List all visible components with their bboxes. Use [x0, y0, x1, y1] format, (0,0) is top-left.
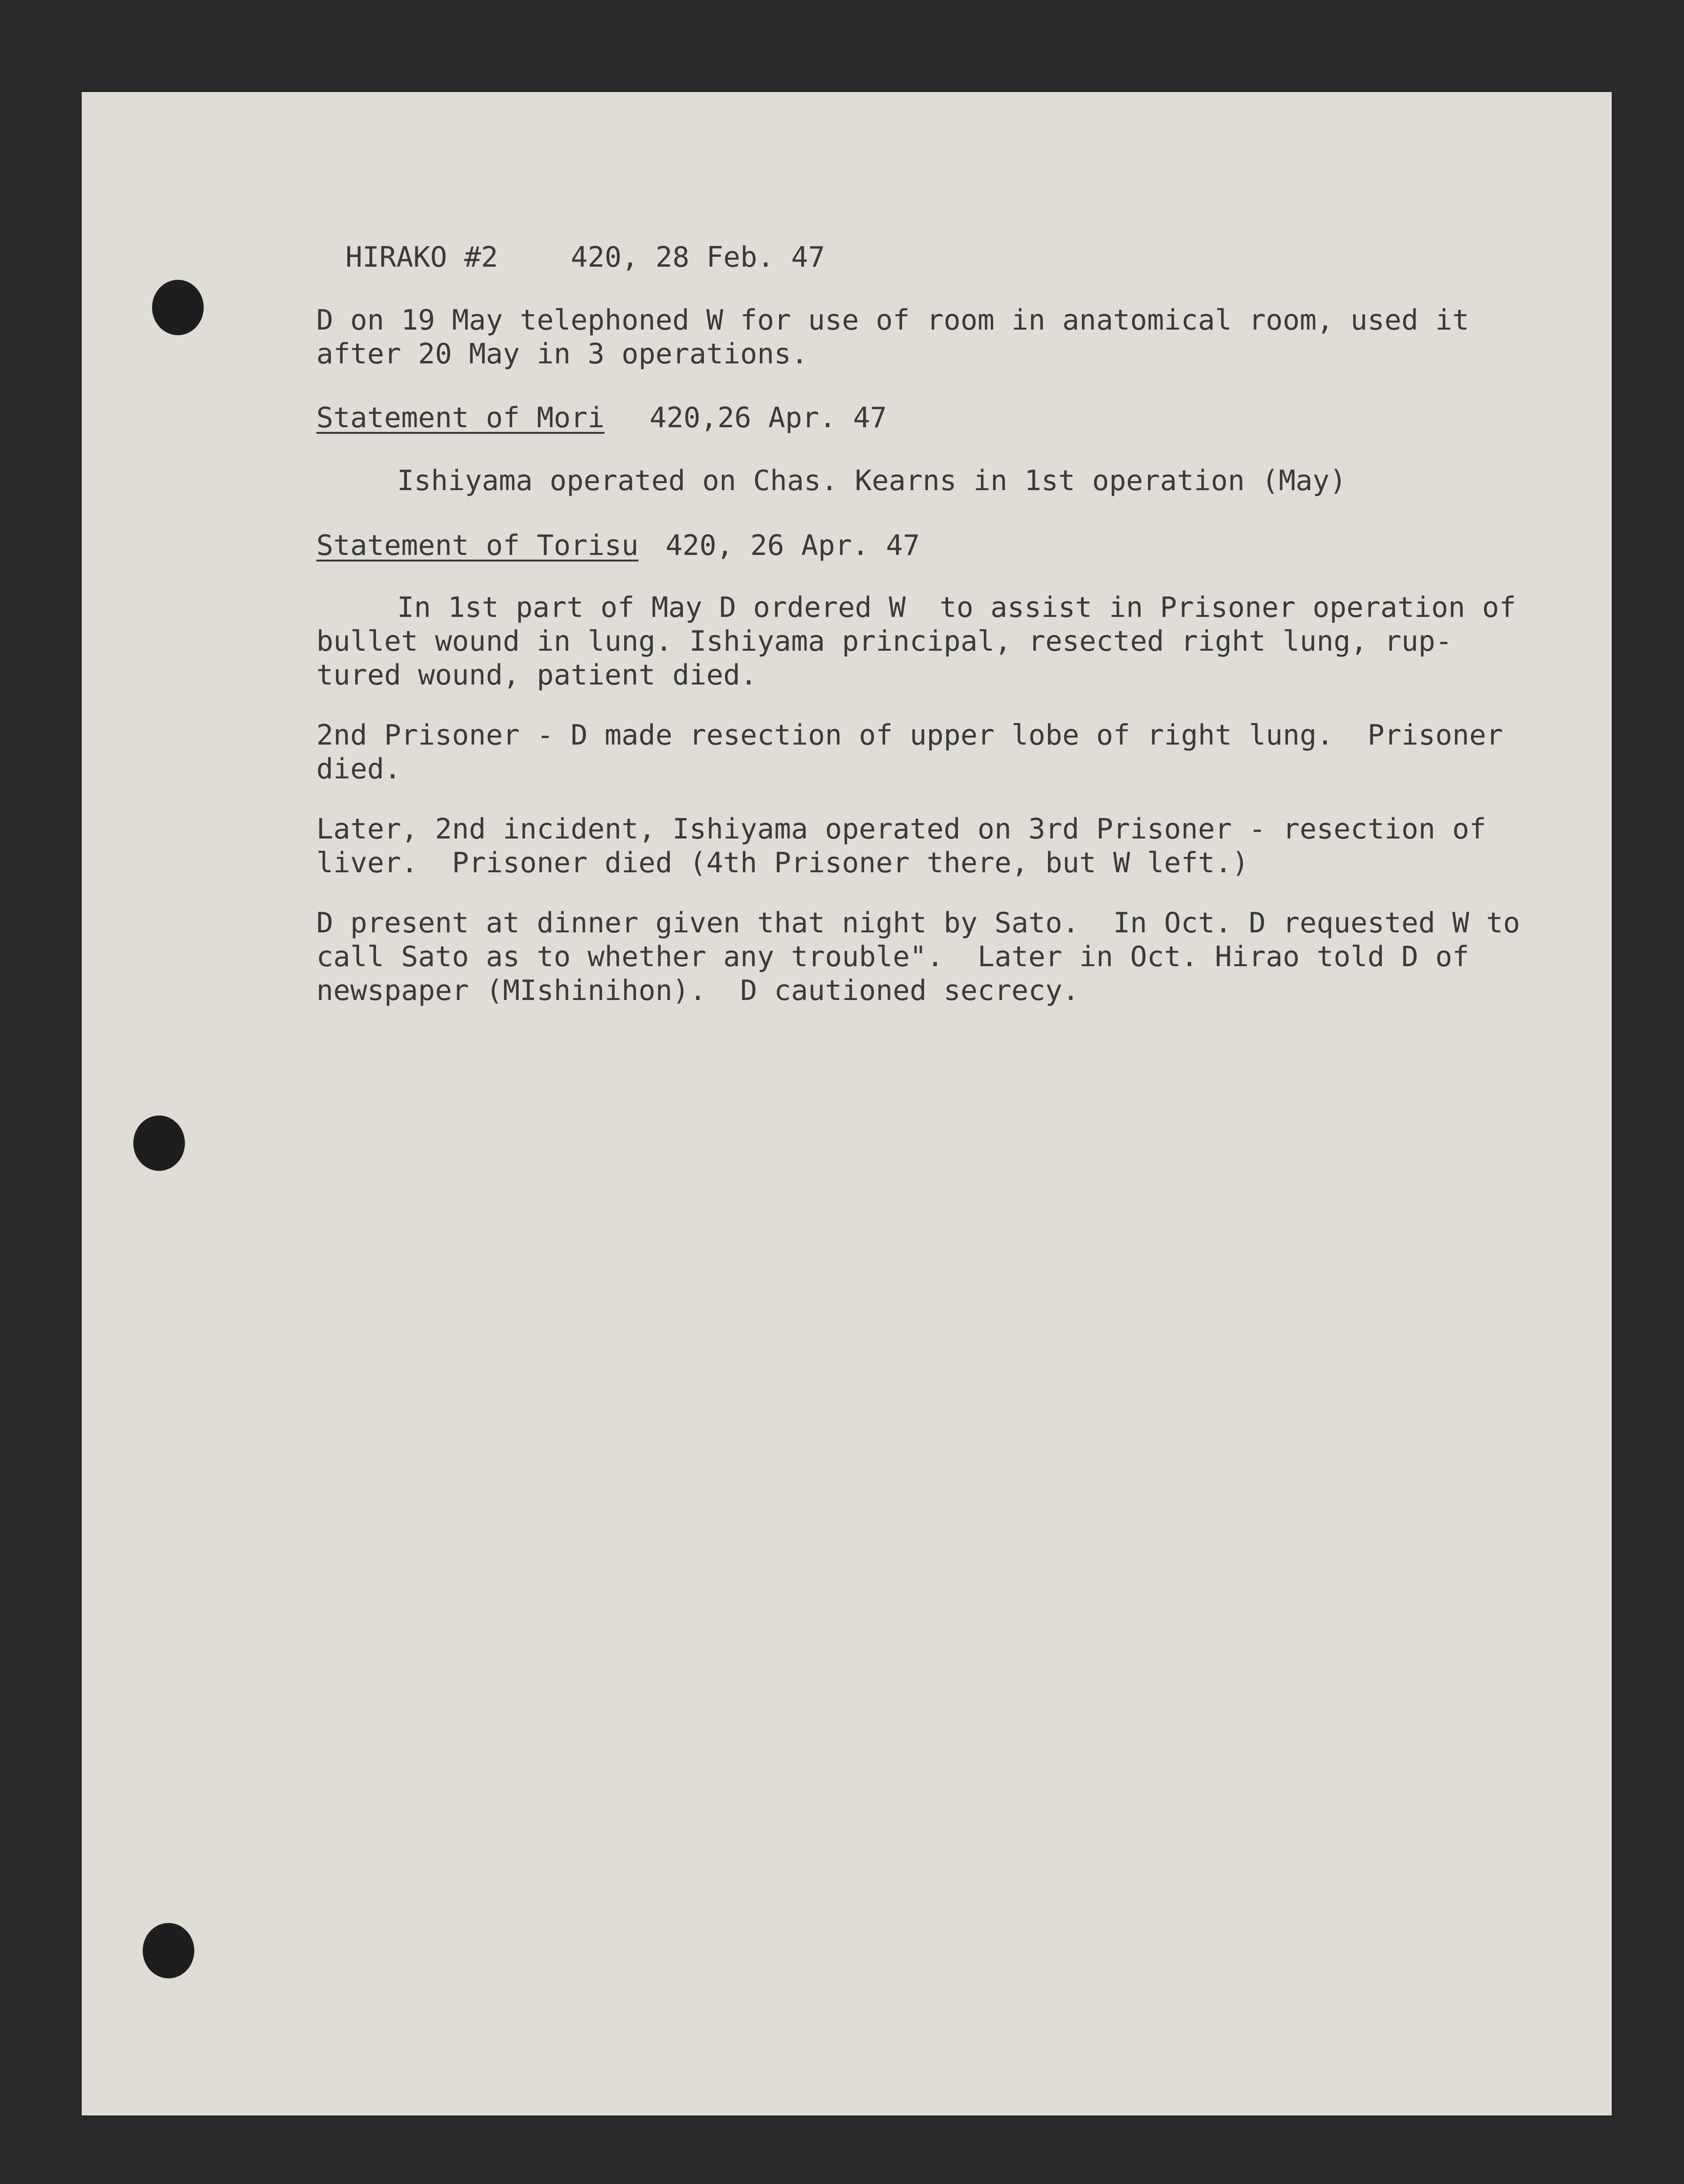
mori-text: Ishiyama operated on Chas. Kearns in 1st operation (May) [397, 464, 1347, 497]
torisu-p4-line-2: call Sato as to whether any trouble". Later in Oct. Hirao told D of [316, 940, 1470, 973]
torisu-heading: Statement of Torisu [316, 529, 639, 562]
header-ref: 420, 28 Feb. 47 [571, 241, 825, 274]
torisu-p2-line-1: 2nd Prisoner - D made resection of upper lobe of right lung. Prisoner [316, 719, 1503, 752]
torisu-p1-line-3: tured wound, patient died. [316, 659, 758, 692]
header-title: HIRAKO #2 [345, 241, 498, 274]
torisu-ref: 420, 26 Apr. 47 [666, 529, 920, 562]
punch-hole-middle [133, 1115, 185, 1171]
intro-line-1: D on 19 May telephoned W for use of room in anatomical room, used it [316, 304, 1470, 337]
mori-ref: 420,26 Apr. 47 [650, 401, 887, 434]
torisu-p2-line-2: died. [316, 753, 401, 785]
punch-hole-bottom [143, 1923, 194, 1978]
torisu-p4-line-1: D present at dinner given that night by Sato. In Oct. D requested W to [316, 907, 1520, 939]
intro-line-2: after 20 May in 3 operations. [316, 338, 808, 370]
document-page [82, 92, 1612, 2115]
torisu-p1-line-2: bullet wound in lung. Ishiyama principal, resected right lung, rup- [316, 625, 1453, 658]
punch-hole-top [152, 280, 204, 335]
torisu-p3-line-1: Later, 2nd incident, Ishiyama operated on 3rd Prisoner - resection of [316, 813, 1486, 846]
torisu-p4-line-3: newspaper (MIshinihon). D cautioned secrecy. [316, 974, 1079, 1007]
mori-heading: Statement of Mori [316, 401, 605, 434]
torisu-p1-line-1: In 1st part of May D ordered W to assist in Prisoner operation of [397, 591, 1516, 624]
torisu-p3-line-2: liver. Prisoner died (4th Prisoner there, but W left.) [316, 846, 1249, 879]
